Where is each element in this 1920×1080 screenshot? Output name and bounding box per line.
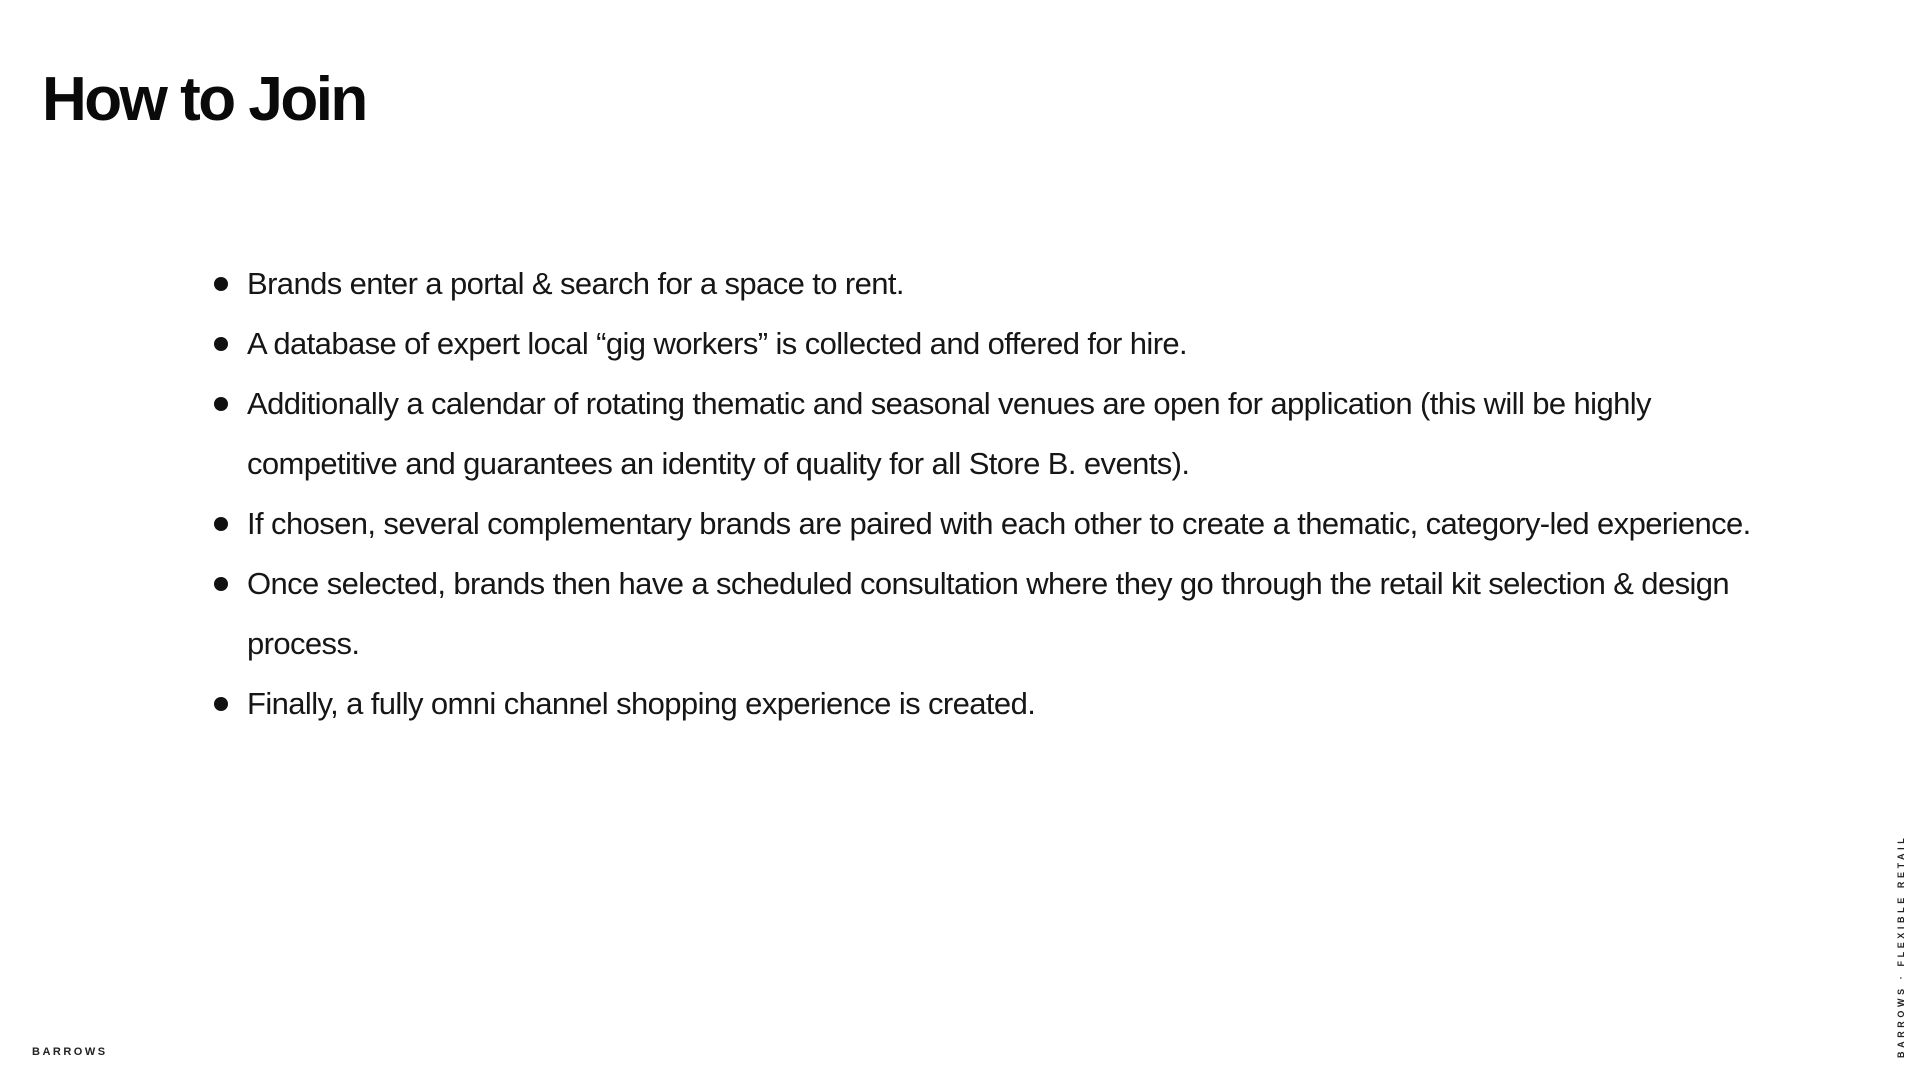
bullet-dot-icon [214,397,228,411]
bullet-dot-icon [214,697,228,711]
bullet-text: Additionally a calendar of rotating thematic and seasonal venues are open for application (this will be highly competitive and guarantees an identity of quality for all Store B. events). [247,386,1651,481]
bullet-dot-icon [214,277,228,291]
side-vertical-label: BARROWS · FLEXIBLE RETAIL [1896,834,1906,1058]
bullet-item [212,314,1752,374]
footer-brand-logo: BARROWS [32,1046,108,1058]
bullet-dot-icon [214,577,228,591]
bullet-item [212,374,1752,494]
bullet-list [212,254,1752,734]
bullet-text: Once selected, brands then have a scheduled consultation where they go through the retail kit selection & design process. [247,566,1730,661]
bullet-item [212,254,1752,314]
bullet-item [212,554,1752,674]
bullet-text: A database of expert local “gig workers” is collected and offered for hire. [247,326,1188,361]
slide-title: How to Join [42,65,366,134]
bullet-text: If chosen, several complementary brands are paired with each other to create a thematic, category-led experience. [247,506,1751,541]
bullet-text: Brands enter a portal & search for a space to rent. [247,266,904,301]
bullet-text: Finally, a fully omni channel shopping experience is created. [247,686,1036,721]
bullet-dot-icon [214,517,228,531]
bullet-item [212,494,1752,554]
bullet-item [212,674,1752,734]
bullet-dot-icon [214,337,228,351]
